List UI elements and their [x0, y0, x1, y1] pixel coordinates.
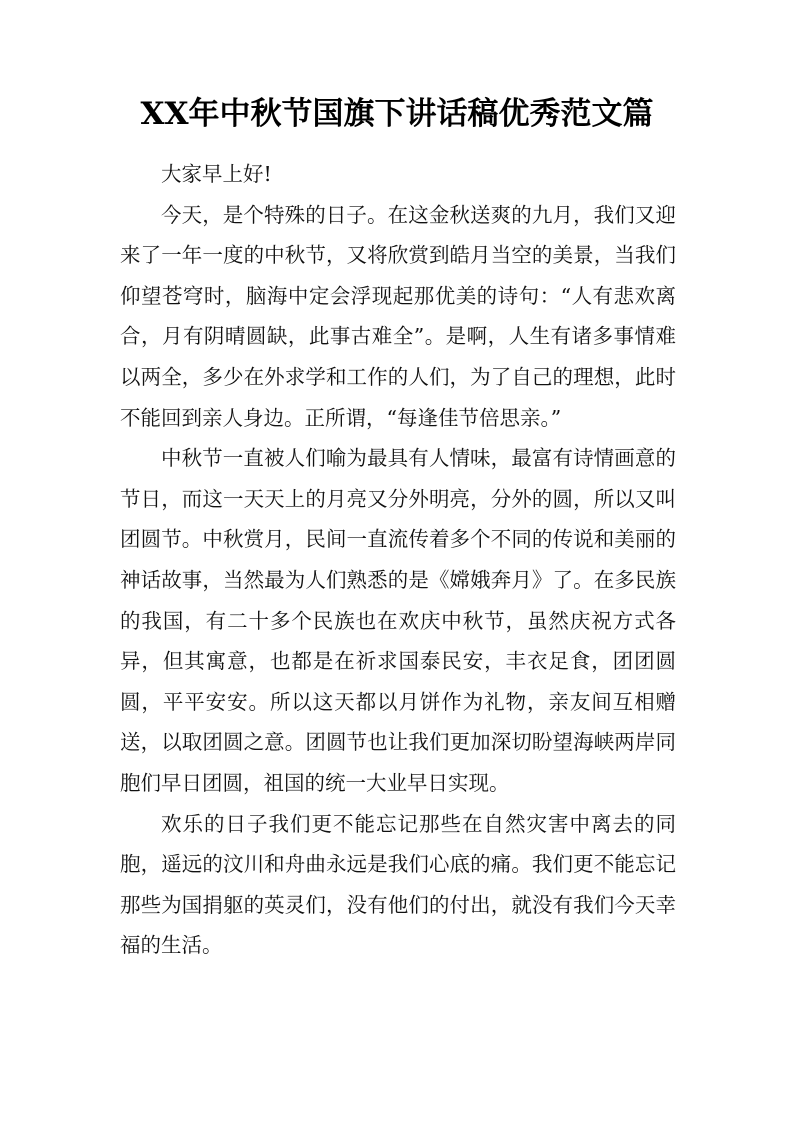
paragraph-greeting: 大家早上好! — [161, 162, 272, 186]
paragraph-3: 欢乐的日子我们更不能忘记那些在自然灾害中离去的同胞，遥远的汶川和舟曲永远是我们心底的痛。我们更不能忘记那些为国捐躯的英灵们，没有他们的付出，就没有我们今天幸福的生活。 — [120, 811, 676, 958]
paragraph-1: 今天，是个特殊的日子。在这金秋送爽的九月，我们又迎来了一年一度的中秋节，又将欣赏到皓月当空的美景，当我们仰望苍穹时，脑海中定会浮现起那优美的诗句：“人有悲欢离合，月有阴晴圆缺，此事古难全”。是啊，人生有诸多事情难以两全，多少在外求学和工作的人们，为了自己的理想，此时不能回到亲人身边。正所谓，“每逢佳节倍思亲。” — [120, 202, 676, 430]
document-title: XX年中秋节国旗下讲话稿优秀范文篇 — [140, 96, 654, 132]
document-body — [120, 154, 676, 966]
paragraph-2: 中秋节一直被人们喻为最具有人情味，最富有诗情画意的节日，而这一天天上的月亮又分外明亮，分外的圆，所以又叫团圆节。中秋赏月，民间一直流传着多个不同的传说和美丽的神话故事，当然最为人们熟悉的是《嫦娥奔月》了。在多民族的我国，有二十多个民族也在欢庆中秋节，虽然庆祝方式各异，但其寓意，也都是在祈求国泰民安，丰衣足食，团团圆圆，平平安安。所以这天都以月饼作为礼物，亲友间互相赠送，以取团圆之意。团圆节也让我们更加深切盼望海峡两岸同胞们早日团圆，祖国的统一大业早日实现。 — [120, 446, 676, 795]
